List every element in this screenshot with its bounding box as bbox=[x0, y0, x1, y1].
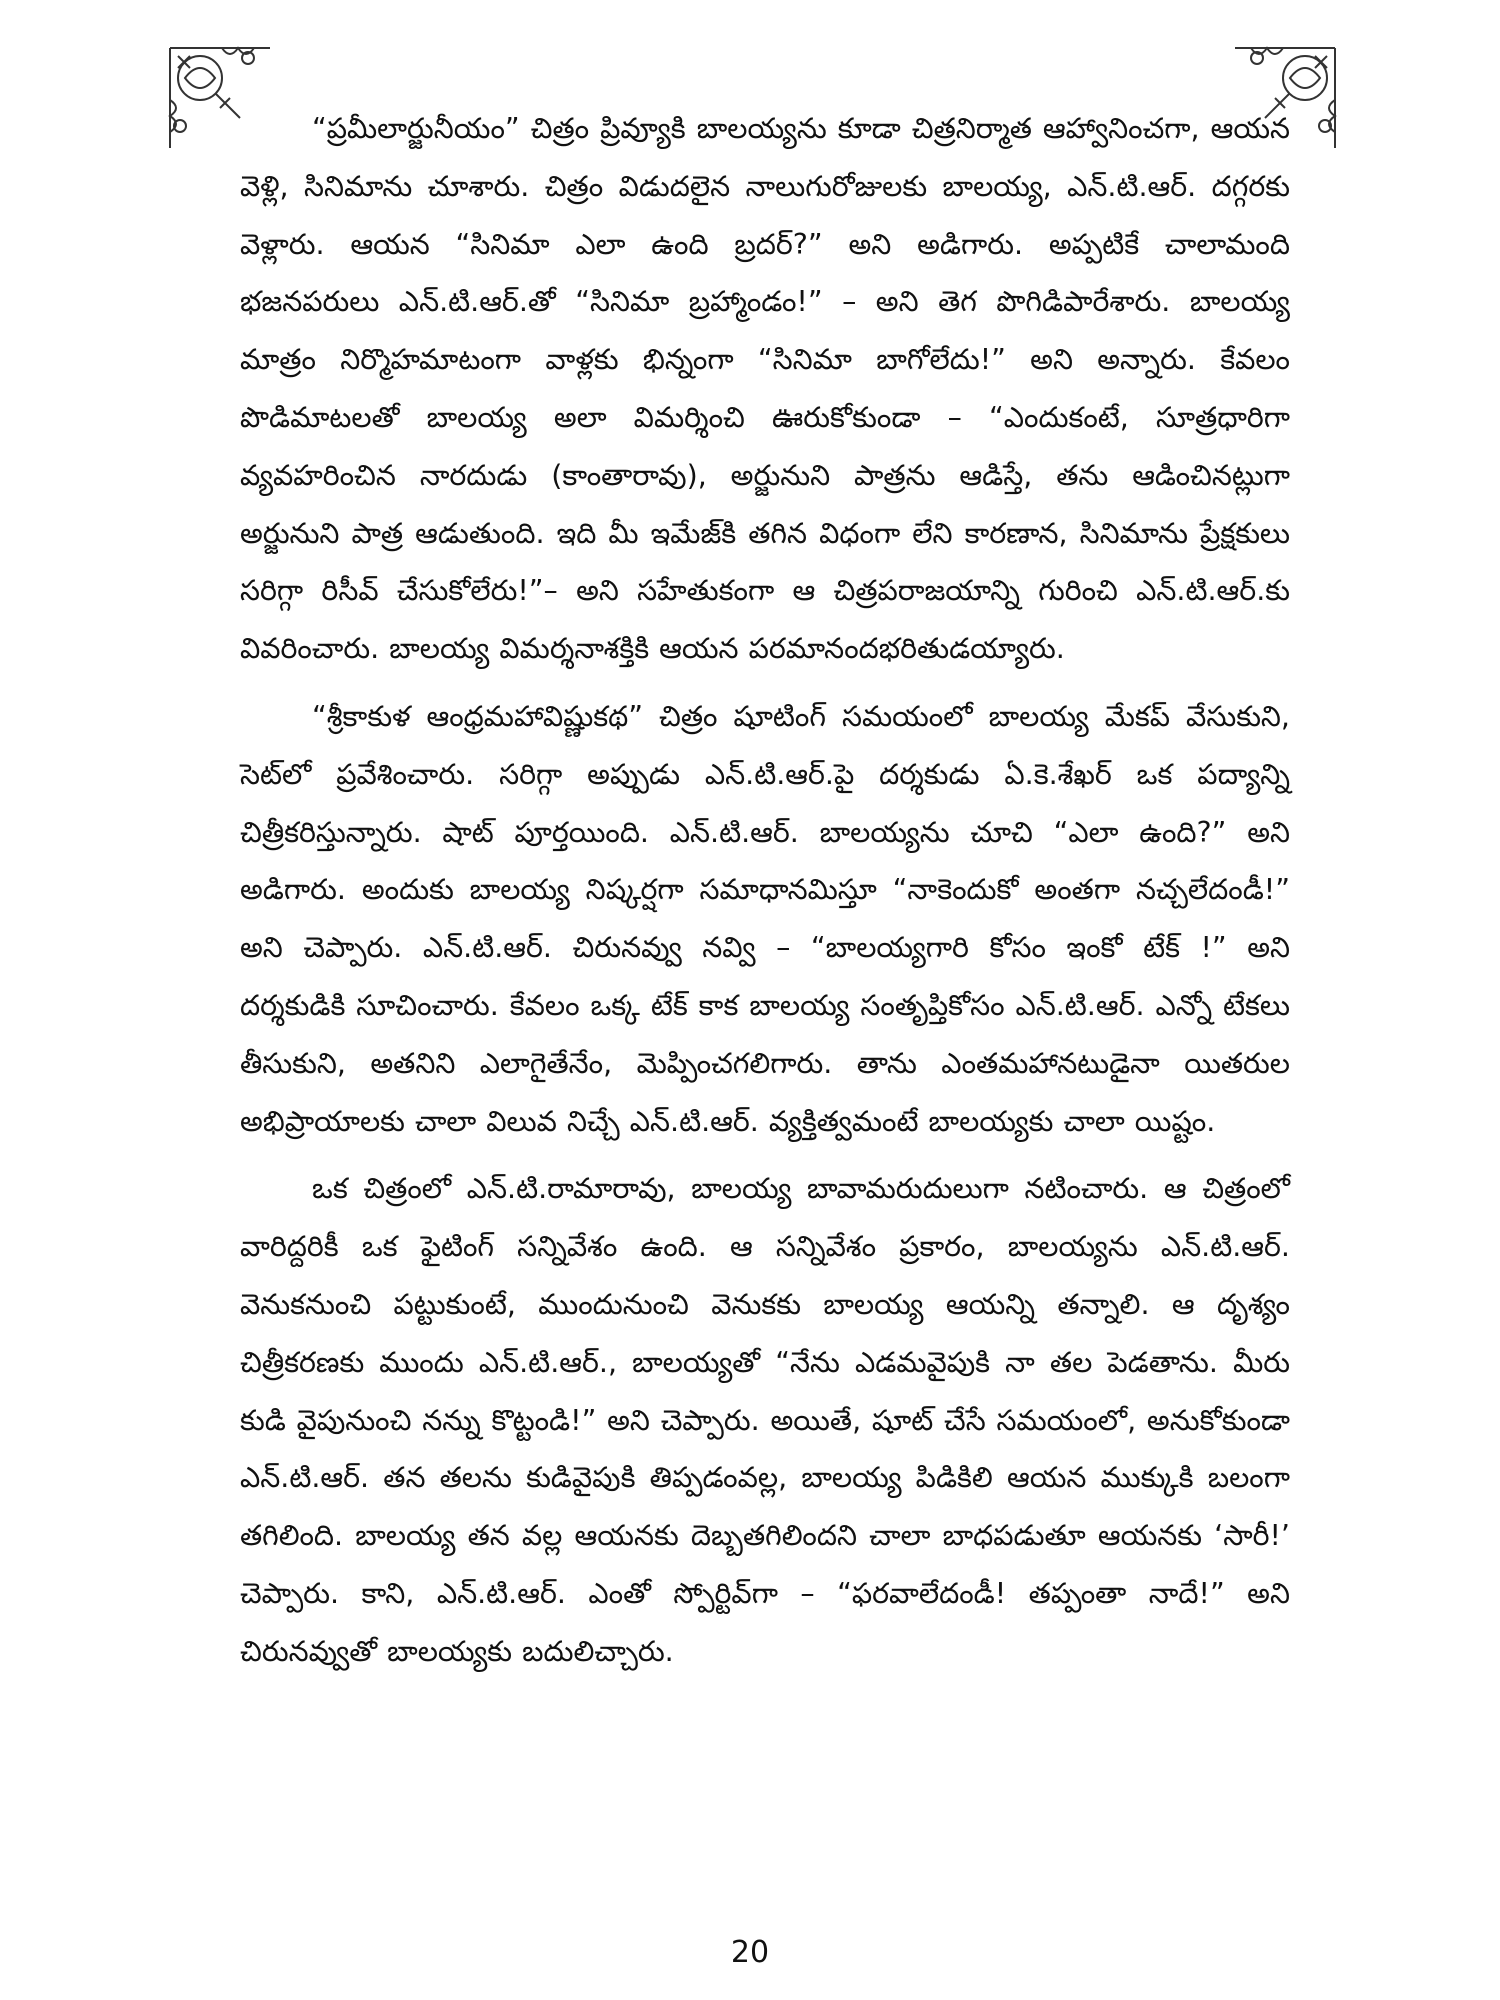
paragraph: ఒక చిత్రంలో ఎన్.టి.రామారావు, బాలయ్య బావామరుదులుగా నటించారు. ఆ చిత్రంలో వారిద్దరికీ ఒక ఫైటింగ్ సన్నివేశం ఉంది. ఆ సన్నివేశం ప్రకారం, బాలయ్యను ఎన్.టి.ఆర్. వెనుకనుంచి పట్టుకుంటే, ముందునుంచి వెనుకకు బాలయ్య ఆయన్ని తన్నాలి. ఆ దృశ్యం చిత్రీకరణకు ముందు ఎన్.టి.ఆర్., బాలయ్యతో “నేను ఎడమవైపుకి నా తల పెడతాను. మీరు కుడి వైపునుంచి నన్ను కొట్టండి!” అని చెప్పారు. అయితే, షూట్ చేసే సమయంలో, అనుకోకుండా ఎన్.టి.ఆర్. తన తలను కుడివైపుకి తిప్పడంవల్ల, బాలయ్య పిడికిలి ఆయన ముక్కుకి బలంగా తగిలింది. బాలయ్య తన వల్ల ఆయనకు దెబ్బతగిలిందని చాలా బాధపడుతూ ఆయనకు ‘సారీ!’ చెప్పారు. కాని, ఎన్.టి.ఆర్. ఎంతో స్పోర్టివ్‌గా – “ఫరవాలేదండీ! తప్పంతా నాదే!” అని చిరునవ్వుతో బాలయ్యకు బదులిచ్చారు. bbox=[240, 1172, 1290, 1668]
body-text bbox=[240, 100, 1290, 1900]
page-number: 20 bbox=[730, 1935, 770, 1970]
paragraph: “ప్రమీలార్జునీయం” చిత్రం ప్రివ్యూకి బాలయ్యను కూడా చిత్రనిర్మాత ఆహ్వానించగా, ఆయన వెళ్లి, సినిమాను చూశారు. చిత్రం విడుదలైన నాలుగురోజులకు బాలయ్య, ఎన్.టి.ఆర్. దగ్గరకు వెళ్లారు. ఆయన “సినిమా ఎలా ఉంది బ్రదర్?” అని అడిగారు. అప్పటికే చాలామంది భజనపరులు ఎన్.టి.ఆర్.తో “సినిమా బ్రహ్మాండం!” – అని తెగ పొగిడిపారేశారు. బాలయ్య మాత్రం నిర్మొహమాటంగా వాళ్లకు భిన్నంగా “సినిమా బాగోలేదు!” అని అన్నారు. కేవలం పొడిమాటలతో బాలయ్య అలా విమర్శించి ఊరుకోకుండా – “ఎందుకంటే, సూత్రధారిగా వ్యవహరించిన నారదుడు (కాంతారావు), అర్జునుని పాత్రను ఆడిస్తే, తను ఆడించినట్లుగా అర్జునుని పాత్ర ఆడుతుంది. ఇది మీ ఇమేజ్‌కి తగిన విధంగా లేని కారణాన, సినిమాను ప్రేక్షకులు సరిగ్గా రిసీవ్ చేసుకోలేరు!”– అని సహేతుకంగా ఆ చిత్రపరాజయాన్ని గురించి ఎన్.టి.ఆర్.కు వివరించారు. బాలయ్య విమర్శనాశక్తికి ఆయన పరమానందభరితుడయ్యారు. bbox=[240, 112, 1290, 666]
paragraph: “శ్రీకాకుళ ఆంధ్రమహావిష్ణుకథ” చిత్రం షూటింగ్ సమయంలో బాలయ్య మేకప్ వేసుకుని, సెట్‌లో ప్రవేశించారు. సరిగ్గా అప్పుడు ఎన్.టి.ఆర్.పై దర్శకుడు ఏ.కె.శేఖర్ ఒక పద్యాన్ని చిత్రీకరిస్తున్నారు. షాట్ పూర్తయింది. ఎన్.టి.ఆర్. బాలయ్యను చూచి “ఎలా ఉంది?” అని అడిగారు. అందుకు బాలయ్య నిష్కర్షగా సమాధానమిస్తూ “నాకెందుకో అంతగా నచ్చలేదండీ!” అని చెప్పారు. ఎన్.టి.ఆర్. చిరునవ్వు నవ్వి – “బాలయ్యగారి కోసం ఇంకో టేక్ !” అని దర్శకుడికి సూచించారు. కేవలం ఒక్క టేక్ కాక బాలయ్య సంతృప్తికోసం ఎన్.టి.ఆర్. ఎన్నో టేకలు తీసుకుని, అతనిని ఎలాగైతేనేం, మెప్పించగలిగారు. తాను ఎంతమహానటుడైనా యితరుల అభిప్రాయాలకు చాలా విలువ నిచ్చే ఎన్.టి.ఆర్. వ్యక్తిత్వమంటే బాలయ్యకు చాలా యిష్టం. bbox=[240, 699, 1290, 1138]
